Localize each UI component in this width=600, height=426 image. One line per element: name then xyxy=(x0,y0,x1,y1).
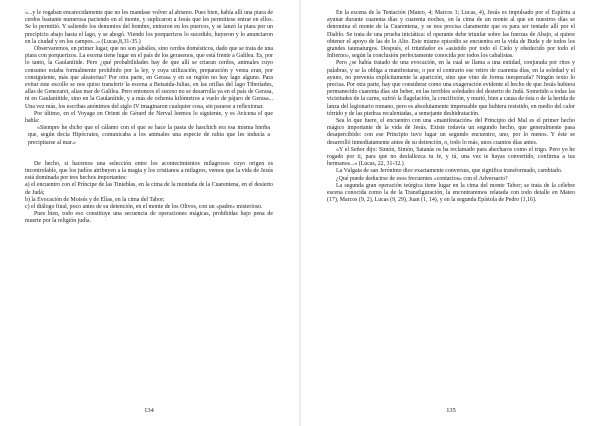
right-paragraph-7: La segunda gran operación teúrgica tiene lugar en la cima del monte Tabor; se trata de la célebre escena conocida como la de la Transfiguración, la encontraremos relatada con todo detalle en Mateo (17), Marcos (9, 2), Lucas (9, 29), Juan (1, 14), y en la segunda Epístola de Pedro (1,16). xyxy=(327,182,575,204)
left-paragraph-2: Observaremos, en primer lugar, que no son jabalíes, sino cerdos domésticos, dado que se trata de una piara con porquerizos. La escena tiene lugar en el país de los gerasenos, que está frente a Galilea. Es, por lo tanto, la Gaulanítide. Pero ¿qué probabilidades hay de que allí se criaran cerdos, animales cuyo consumo estaba formalmente prohibido por la ley, y cuya utilización, preparación y venta eran, por consiguiente, más que aleatorias? Por otra parte, en Gerasa y en su región no hay lago alguno. Para evitar este escollo se nos quiso transferir la escena a Betsaida-Julias, en las orillas del lago Tiberíades, allas de Genezaret, alias mar de Galilea. Pero entonces el suceso no se desarrolla ya en el país de Gerasa, ni en Gaulaníitide, sino en la Gaulanítide, y a más de ochenta kilómetros a vuelo de pájaro de Gerasa... Una vez más, los escribas anónimos del siglo IV imaginaron cualquier cosa, sin pararse a reflexionar. xyxy=(25,46,273,110)
right-paragraph-6: ¿Qué puede deducirse de esos frecuentes «contactos» con el Adversario? xyxy=(336,175,508,182)
nerval-quote: «Siempre he dicho que el cálamo con el que se hace la pasta de haschich era esa misma hierba que, según decía Hipócrates, comunicaba a los animales una especie de rabia que les inducía a precipitarse al mar.» xyxy=(28,125,270,146)
left-paragraph-4: De hecho, si hacemos una selección entre los acontecimientos milagrosos cuyo origen es incontrolable, que los judíos atribuyen a la magia y los cristianos a milagros, vemos que la vida de Jesús está dominada por tres hechos importantes: xyxy=(25,160,273,182)
right-paragraph-4: «Y el Señor dijo: Simón, Simón, Satanás os ha reclamado para ahecharos como el trigo. Pero yo he rogado por ti, para que no desfallezca tu fe, y tú, una vez te hayas convertido, confirma a tus hermanos...» (Lucas, 22, 31-32.) xyxy=(327,146,575,168)
right-paragraph-5: La Vulgata de san Jerónimo dice exactamente conversus, que significa transformado, cambiado. xyxy=(336,168,563,175)
right-paragraph-2: Pero ¿se había tratado de una evocación, en la cual se llama a una entidad, conjurada por ritos y palabras, y se la obliga a manifestarse, o por el contrario ese retiro de cuarenta días, en la soledad y el ayuno, no prevenía explícitamente la aparición, sino que vino de forma inesperada? Ningún texto lo precisa. Por otra parte, hay que considerar como una exageración evidente el hecho de que Jesús hubiera permanecido cuarenta días sin beber, en las terribles soledades del desierto de Judá. Sometido a todas las vicisitudes de la carne, sufrió la flagelación, la crucifixión, y murió, bien a causa de ésta o de la herida de lanza del legionario romano, pero es absolutamente impensable que hubiera resistido, en medio del calor tórrido y de las piedras recalentadas, a semejante deshidratación. xyxy=(327,60,575,117)
left-paragraph-5: Pues bien, todo eso constituye una secuencia de operaciones mágicas, prohibidas bajo pena de muerte por la religión judía. xyxy=(25,211,273,225)
list-item-a: a) el encuentro con el Príncipe de las Tinieblas, en la cima de la montaña de la Cuarentena, en el desierto de Judá; xyxy=(25,182,273,196)
list-item-b: b) la Evocación de Moisés y de Elías, en la cima del Tabor; xyxy=(25,196,165,203)
page-number-right: 135 xyxy=(446,407,456,414)
list-item-c: c) el diálogo final, poco antes de su detención, en el monte de los Olivos, con un «padre» misterioso. xyxy=(25,204,263,211)
page-number-left: 134 xyxy=(144,407,154,414)
left-paragraph-1: «...y le rogaban encarecidamente que no les mandase volver al abismo. Pues bien, había allí una piara de cerdos bastante numerosa paciendo en el monte, y suplicaron a Jesús que les permitiese entrar en ellos. Se lo permitió. Y saliendo los demonios del hombre, entraron en los puercos, y se lanzó la piara por un precipicio abajo hasta el lago, y se ahogó. Viendo los porquerizos lo sucedido, huyeron y lo anunciaron en la ciudad y en los campos...» (Lucas,8,31-35.) xyxy=(25,10,273,45)
book-gutter xyxy=(299,0,301,426)
section-gap xyxy=(25,147,273,161)
left-page xyxy=(25,10,273,402)
right-paragraph-3: Sea lo que fuere, el encuentro con una «manifestación» del Principio del Mal es el primer hecho mágico importante de la vida de Jesús. Existe todavía un segundo hecho, que generalmente pasa desapercibido: con ese Principio tuvo lugar un segundo encuentro, uno, por lo menos. Y éste se desarrolló inmediatamente antes de su detención, o, todo lo más, unos cuantos días antes. xyxy=(327,118,575,146)
left-paragraph-3: Por último, en el Voyage en Orient de Gérard de Nerval leemos lo siguiente, y es Avicena el que habla: xyxy=(25,110,273,125)
right-page xyxy=(327,10,575,402)
right-paragraph-1: En la escena de la Tentación (Mateo, 4; Marcos 1; Lucas, 4), Jesús es impulsado por el Espíritu a ayunar durante cuarenta días y cuarenta noches, en la cima de un monte al que en nuestros días se denomina el monte de la Cuarentena, y se nos precisa claramente que es para ser tentado allí por el Diablo. Se trata de una prueba iniciática: el operante debe triunfar sobre las fuerzas de Abajo, si quiere obtener el apoyo de las de lo Alto. Este mismo episodio se encuentra en la vida de Buda y de todos los grandes taumaturgos. Después, el triunfador es «asistido por todo el Cielo y obedecido por todo el Infierno», según la conclusión perfectamente conocida por todos los cabalistas. xyxy=(327,10,575,60)
